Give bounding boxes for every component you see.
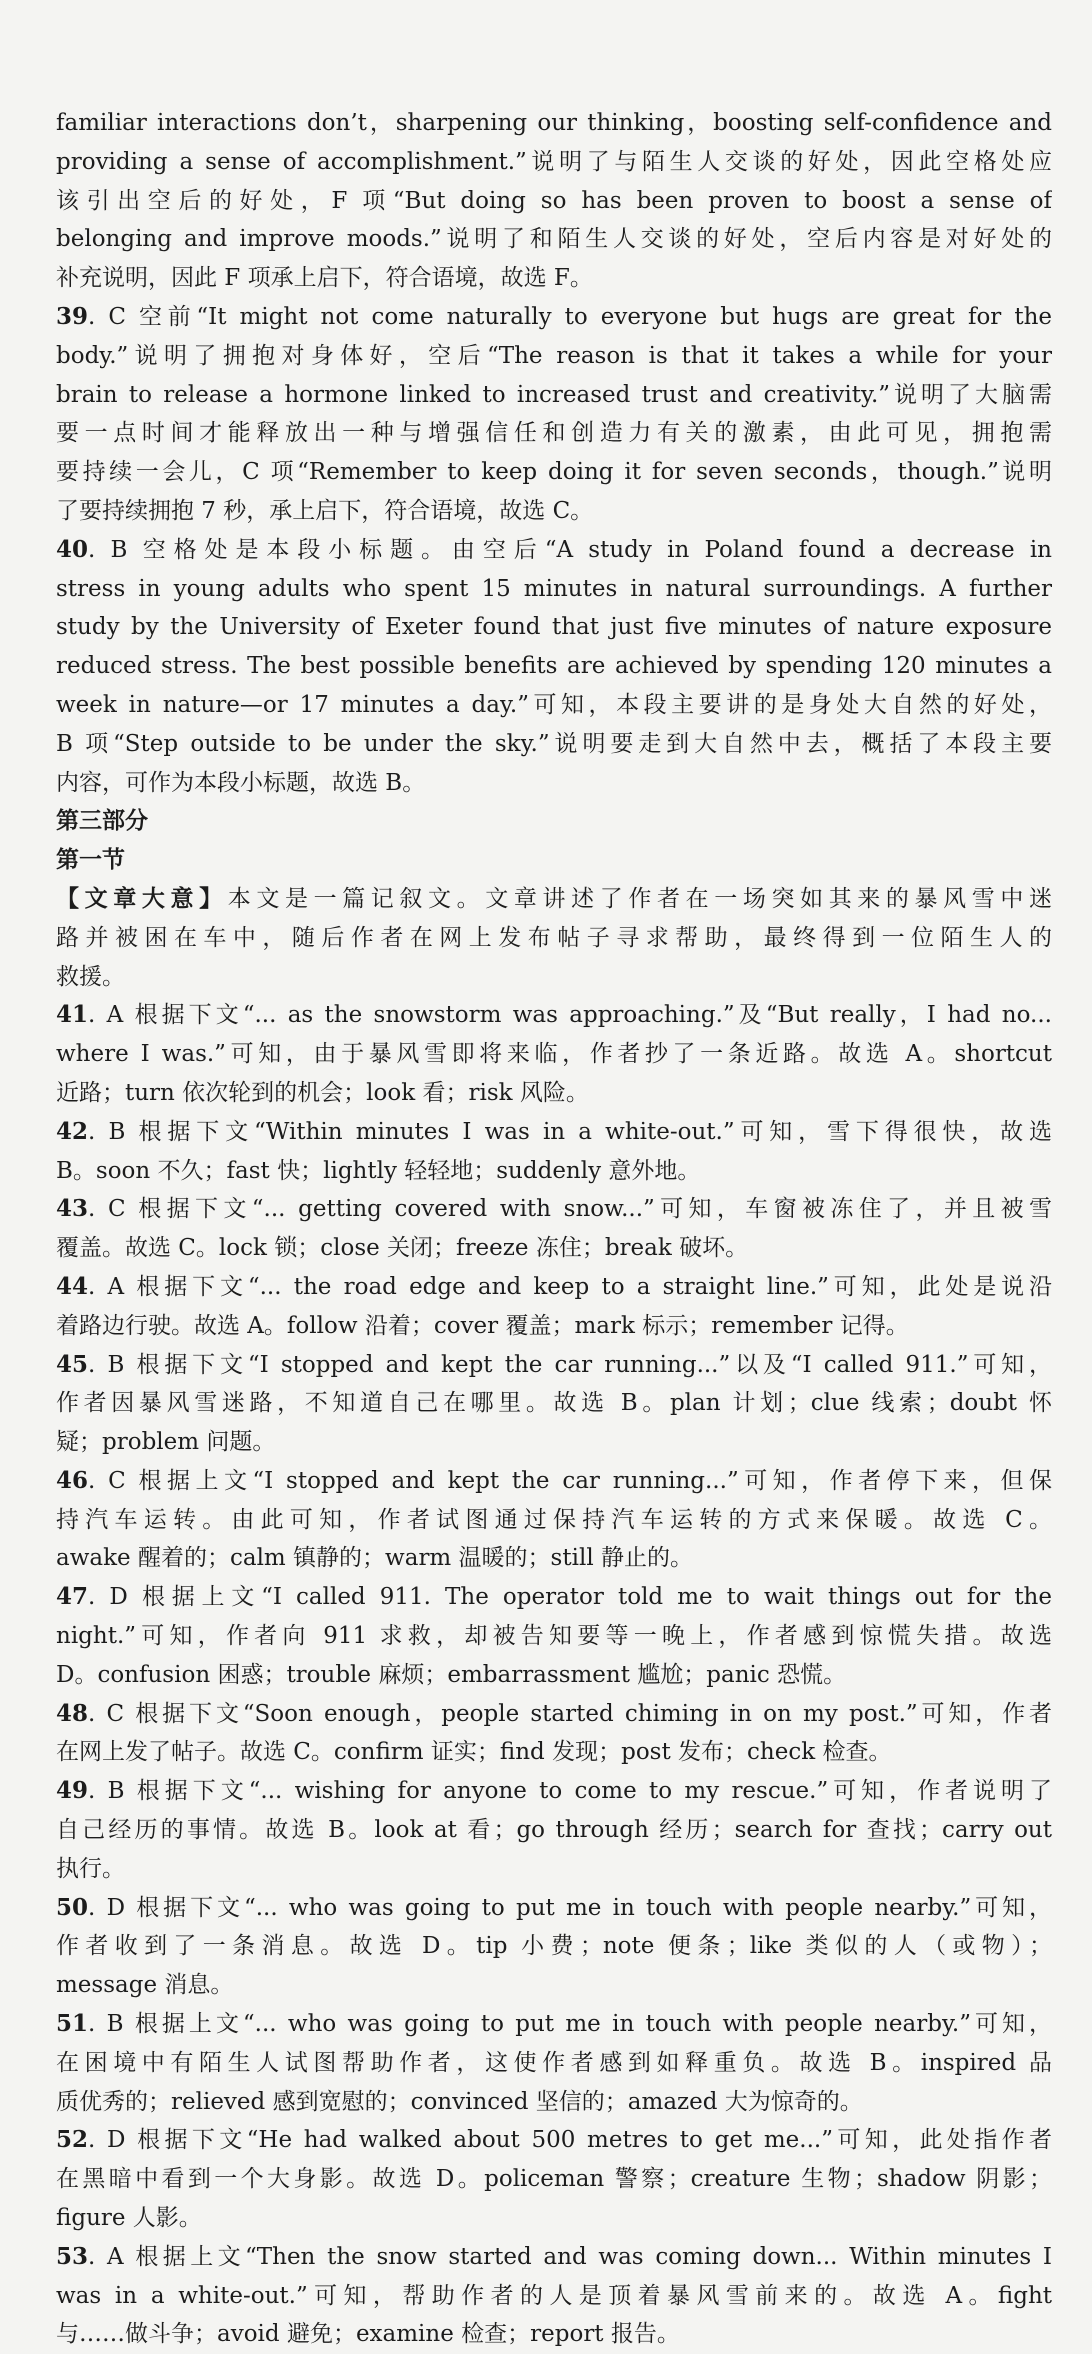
section-heading: [56, 802, 1052, 841]
line-text: . C 根据上文“I stopped and kept the car running...”可知，作者停下来，但保: [88, 1467, 1052, 1494]
answer-item: [56, 1889, 1052, 2005]
line-text: 内容，可作为本段小标题，故选 B。: [56, 769, 426, 796]
text-line: [56, 1501, 1052, 1540]
answer-item: [56, 1268, 1052, 1346]
line-text: belonging and improve moods.”说明了和陌生人交谈的好处，空后内容是对好处的: [56, 226, 1052, 253]
line-text: . B 根据上文“... who was going to put me in touch with people nearby.”可知，: [88, 2011, 1052, 2038]
answer-item: [56, 1346, 1052, 1462]
text-line: [56, 1966, 1052, 2005]
question-number: 42: [56, 1117, 89, 1145]
line-text: 疑；problem 问题。: [56, 1429, 276, 1456]
text-line: [56, 220, 1052, 259]
text-line: [56, 1346, 1052, 1385]
answer-item: [56, 1695, 1052, 1773]
answer-item: [56, 1190, 1052, 1268]
text-line: [56, 1190, 1052, 1229]
line-text: . C 空前“It might not come naturally to everyone but hugs are great for the: [88, 303, 1052, 330]
summary-tag: 【文章大意】: [56, 884, 228, 912]
line-text: . C 根据下文“Soon enough，people started chiming in on my post.”可知，作者: [88, 1700, 1052, 1727]
text-line: [56, 182, 1052, 221]
text-line: [56, 1927, 1052, 1966]
text-line: [56, 1268, 1052, 1307]
text-line: [56, 1307, 1052, 1346]
text-line: [56, 1423, 1052, 1462]
text-line: [56, 1539, 1052, 1578]
answer-item: [56, 2121, 1052, 2237]
line-text: stress in young adults who spent 15 minutes in natural surroundings. A further: [56, 575, 1052, 602]
line-text: 本文是一篇记叙文。文章讲述了作者在一场突如其来的暴风雪中迷: [227, 885, 1052, 912]
summary-paragraph: [56, 880, 1052, 996]
answer-item: [56, 996, 1052, 1112]
text-line: [56, 1152, 1052, 1191]
text-line: [56, 1074, 1052, 1113]
line-text: B 项“Step outside to be under the sky.”说明要走到大自然中去，概括了本段主要: [56, 730, 1052, 757]
line-text: 路并被困在车中，随后作者在网上发布帖子寻求帮助，最终得到一位陌生人的: [56, 924, 1052, 951]
question-number: 44: [56, 1272, 89, 1300]
line-text: familiar interactions don’t，sharpening our thinking，boosting self-confidence and: [56, 110, 1052, 136]
line-text: 在困境中有陌生人试图帮助作者，这使作者感到如释重负。故选 B。inspired 品: [56, 2049, 1052, 2076]
line-text: . D 根据上文“I called 911. The operator told me to wait things out for the: [88, 1584, 1052, 1611]
text-line: [56, 1113, 1052, 1152]
answer-item: [56, 2005, 1052, 2121]
paragraph: [56, 104, 1052, 298]
text-line: [56, 2121, 1052, 2160]
line-text: night.”可知，作者向 911 求救，却被告知要等一晚上，作者感到惊慌失措。故选: [56, 1623, 1052, 1650]
text-line: [56, 337, 1052, 376]
line-text: 执行。: [56, 1855, 125, 1882]
text-line: [56, 919, 1052, 958]
text-line: [56, 570, 1052, 609]
text-line: [56, 2083, 1052, 2122]
line-text: 着路边行驶。故选 A。follow 沿着；cover 覆盖；mark 标示；remember 记得。: [56, 1312, 909, 1339]
question-number: 40: [56, 535, 89, 563]
question-number: 39: [56, 302, 89, 330]
text-line: [56, 492, 1052, 531]
question-number: 50: [56, 1893, 89, 1921]
text-line: [56, 143, 1052, 182]
line-text: . A 根据下文“... the road edge and keep to a straight line.”可知，此处是说沿: [88, 1273, 1052, 1300]
line-text: awake 醒着的；calm 镇静的；warm 温暖的；still 静止的。: [56, 1545, 693, 1572]
line-text: 在网上发了帖子。故选 C。confirm 证实；find 发现；post 发布；check 检查。: [56, 1739, 892, 1766]
text-line: [56, 259, 1052, 298]
line-text: 该引出空后的好处，F 项“But doing so has been proven to boost a sense of: [56, 187, 1052, 214]
line-text: 救援。: [56, 963, 125, 990]
line-text: 作者因暴风雪迷路，不知道自己在哪里。故选 B。plan 计划；clue 线索；doubt 怀: [56, 1390, 1052, 1417]
line-text: D。confusion 困惑；trouble 麻烦；embarrassment 尴尬；panic 恐慌。: [56, 1661, 847, 1688]
text-line: [56, 686, 1052, 725]
line-text: 与……做斗争；avoid 避免；examine 检查；report 报告。: [56, 2321, 680, 2348]
line-text: figure 人影。: [56, 2205, 202, 2232]
text-line: [56, 104, 1052, 143]
text-line: [56, 647, 1052, 686]
line-text: where I was.”可知，由于暴风雪即将来临，作者抄了一条近路。故选 A。shortcut: [56, 1041, 1052, 1068]
text-line: [56, 764, 1052, 803]
line-text: 第一节: [56, 846, 125, 874]
text-line: [56, 608, 1052, 647]
text-line: [56, 1850, 1052, 1889]
text-line: [56, 1617, 1052, 1656]
answer-item: [56, 2238, 1052, 2354]
line-text: message 消息。: [56, 1972, 234, 1999]
text-line: [56, 1811, 1052, 1850]
text-line: [56, 1695, 1052, 1734]
text-line: [56, 725, 1052, 764]
text-line: [56, 2160, 1052, 2199]
line-text: . C 根据下文“... getting covered with snow...”可知，车窗被冻住了，并且被雪: [88, 1196, 1052, 1223]
line-text: 持汽车运转。由此可知，作者试图通过保持汽车运转的方式来保暖。故选 C。: [56, 1506, 1052, 1533]
text-line: [56, 1733, 1052, 1772]
question-number: 45: [56, 1350, 89, 1378]
line-text: body.”说明了拥抱对身体好，空后“The reason is that it takes a while for your: [56, 342, 1052, 369]
line-text: 第三部分: [56, 807, 148, 835]
question-number: 52: [56, 2126, 89, 2154]
text-line: [56, 1578, 1052, 1617]
text-line: [56, 376, 1052, 415]
text-line: [56, 1035, 1052, 1074]
line-text: brain to release a hormone linked to increased trust and creativity.”说明了大脑需: [56, 381, 1052, 408]
line-text: study by the University of Exeter found that just five minutes of nature exposure: [56, 614, 1052, 641]
text-line: [56, 996, 1052, 1035]
text-line: [56, 1889, 1052, 1928]
text-line: [56, 880, 1052, 919]
line-text: 自己经历的事情。故选 B。look at 看；go through 经历；search for 查找；carry out: [56, 1817, 1052, 1844]
line-text: 近路；turn 依次轮到的机会；look 看；risk 风险。: [56, 1079, 589, 1106]
question-number: 47: [56, 1583, 89, 1611]
text-line: [56, 2044, 1052, 2083]
question-number: 51: [56, 2010, 89, 2038]
text-line: [56, 298, 1052, 337]
text-line: [56, 414, 1052, 453]
text-line: [56, 531, 1052, 570]
line-text: . B 空格处是本段小标题。由空后“A study in Poland found a decrease in: [88, 536, 1052, 563]
line-text: . A 根据上文“Then the snow started and was coming down... Within minutes I: [88, 2243, 1052, 2270]
line-text: 覆盖。故选 C。lock 锁；close 关闭；freeze 冻住；break 破坏。: [56, 1235, 749, 1262]
text-line: [56, 1384, 1052, 1423]
question-number: 43: [56, 1195, 89, 1223]
line-text: . B 根据下文“... wishing for anyone to come to my rescue.”可知，作者说明了: [88, 1778, 1052, 1805]
answer-item: [56, 1578, 1052, 1694]
text-line: [56, 1772, 1052, 1811]
line-text: week in nature—or 17 minutes a day.”可知，本段主要讲的是身处大自然的好处，: [56, 691, 1052, 718]
line-text: 在黑暗中看到一个大身影。故选 D。policeman 警察；creature 生物；shadow 阴影；: [56, 2166, 1052, 2193]
line-text: 作者收到了一条消息。故选 D。tip 小费；note 便条；like 类似的人（或物）；: [56, 1933, 1052, 1960]
answer-item: [56, 1113, 1052, 1191]
text-line: [56, 1229, 1052, 1268]
question-number: 53: [56, 2242, 89, 2270]
text-line: [56, 1656, 1052, 1695]
text-line: [56, 802, 1052, 841]
answer-item: [56, 298, 1052, 531]
text-line: [56, 2199, 1052, 2238]
section-heading: [56, 841, 1052, 880]
line-text: reduced stress. The best possible benefits are achieved by spending 120 minutes a: [56, 653, 1052, 680]
line-text: was in a white-out.”可知，帮助作者的人是顶着暴风雪前来的。故选 A。fight: [56, 2282, 1052, 2309]
line-text: . A 根据下文“... as the snowstorm was approaching.”及“But really，I had no...: [88, 1002, 1052, 1029]
text-line: [56, 2277, 1052, 2316]
line-text: 要一点时间才能释放出一种与增强信任和创造力有关的激素，由此可见，拥抱需: [56, 420, 1052, 447]
line-text: . D 根据下文“He had walked about 500 metres to get me...”可知，此处指作者: [88, 2127, 1052, 2154]
text-line: [56, 1462, 1052, 1501]
line-text: 补充说明，因此 F 项承上启下，符合语境，故选 F。: [56, 265, 593, 292]
explanation-content: [56, 104, 1052, 2354]
question-number: 48: [56, 1699, 89, 1727]
line-text: . B 根据下文“Within minutes I was in a white-out.”可知，雪下得很快，故选: [88, 1118, 1052, 1145]
line-text: 质优秀的；relieved 感到宽慰的；convinced 坚信的；amazed 大为惊奇的。: [56, 2088, 863, 2115]
line-text: . D 根据下文“... who was going to put me in touch with people nearby.”可知，: [88, 1894, 1052, 1921]
line-text: providing a sense of accomplishment.”说明了与陌生人交谈的好处，因此空格处应: [56, 148, 1052, 175]
text-line: [56, 958, 1052, 997]
answer-item: [56, 1772, 1052, 1888]
line-text: B。soon 不久；fast 快；lightly 轻轻地；suddenly 意外地。: [56, 1157, 701, 1184]
text-line: [56, 2005, 1052, 2044]
text-line: [56, 841, 1052, 880]
line-text: 了要持续拥抱 7 秒，承上启下，符合语境，故选 C。: [56, 497, 594, 524]
question-number: 46: [56, 1466, 89, 1494]
text-line: [56, 2238, 1052, 2277]
question-number: 49: [56, 1777, 89, 1805]
answer-item: [56, 531, 1052, 803]
question-number: 41: [56, 1001, 89, 1029]
line-text: 要持续一会儿，C 项“Remember to keep doing it for seven seconds，though.”说明: [56, 459, 1052, 486]
text-line: [56, 453, 1052, 492]
line-text: . B 根据下文“I stopped and kept the car running...”以及“I called 911.”可知，: [88, 1351, 1052, 1378]
answer-item: [56, 1462, 1052, 1578]
